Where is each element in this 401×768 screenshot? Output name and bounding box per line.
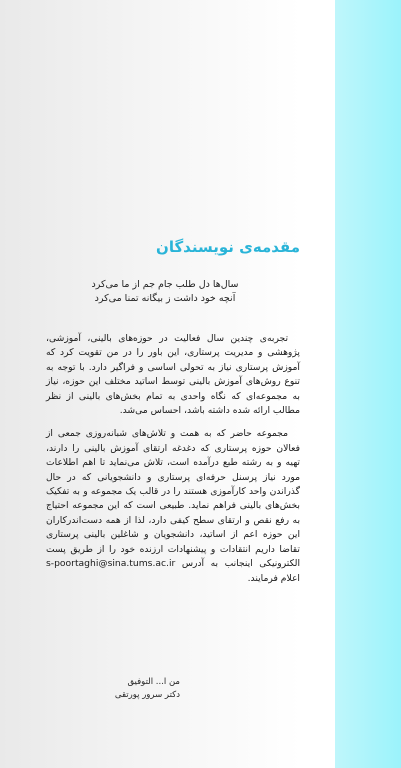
signature-block [60, 676, 180, 702]
paragraph-text: اعلام فرمایند. [247, 572, 300, 584]
paragraph-text: مجموعه حاضر که به همت و تلاش‌های شبانه‌روزی جمعی از فعالان حوزه پرستاری که دغدغه ارتقای آموزش بالینی را دارند، تهیه و به رشته طبع درآمده است، تلاش می‌نماید تا اهم اطلاعات مورد نیاز پرسنل حرفه‌ای پرستاری و دانشجویانی که در حال گذراندن واحد کارآموزی هستند را در قالب یک مجموعه و به تفکیک بخش‌های بالینی فراهم نماید. طبیعی است که این مجموعه احتیاج به رفع نقص و ارتقای سطح کیفی دارد، لذا از همه دست‌اندرکاران این حوزه اعم از اساتید، دانشجویان و شاغلین بالینی پرستاری تقاضا داریم انتقادات و پیشنهادات ارزنده خود را از طریق پست الکترونیکی اینجانب به آدرس [46, 428, 301, 570]
paragraph [46, 427, 300, 585]
paragraph: تجربه‌ی چندین سال فعالیت در حوزه‌های بالینی، آموزشی، پژوهشی و مدیریت پرستاری، این باور را در من تقویت کرد که آموزش پرستاری نیاز به تحولی اساسی و فراگیر دارد. با توجه به تنوع روش‌های آموزش بالینی توسط اساتید مختلف این حوزه، نیاز به مجموعه‌ای که نگاه واحدی به تمام بخش‌های بالینی از نظر مطالب ارائه شده داشته باشد، احساس می‌شد. [46, 333, 300, 417]
body-text [46, 332, 300, 595]
decorative-side-band [335, 0, 401, 768]
poem-verse [40, 278, 290, 306]
page-title: مقدمه‌ی نویسندگان [156, 238, 300, 256]
poem-line: آنچه خود داشت ز بیگانه تمنا می‌کرد [94, 293, 236, 304]
poem-line: سال‌ها دل طلب جام جم از ما می‌کرد [91, 279, 239, 290]
author-name: دکتر سرور پورتقی [114, 690, 180, 700]
email-address: s-poortaghi@sina.tums.ac.ir [46, 558, 176, 570]
closing-phrase: من ا... التوفیق [127, 677, 180, 687]
